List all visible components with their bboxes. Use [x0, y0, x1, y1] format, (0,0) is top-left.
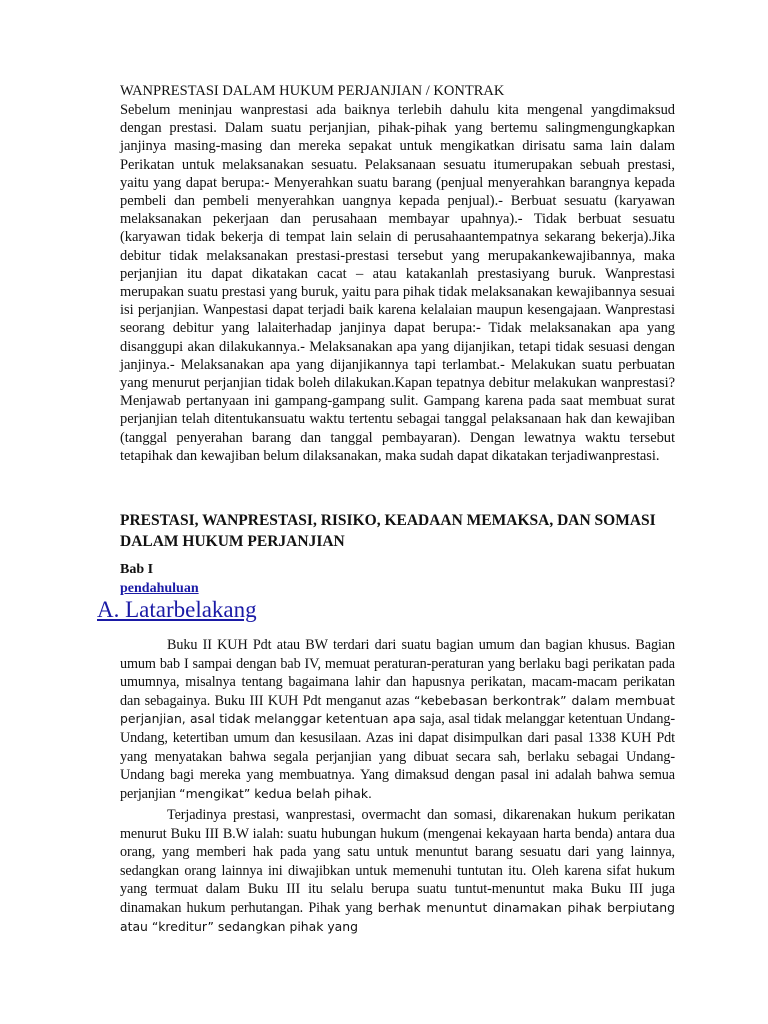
- document-heading: WANPRESTASI DALAM HUKUM PERJANJIAN / KONTRAK: [120, 83, 505, 99]
- body-paragraph-2: [120, 806, 675, 936]
- body-paragraph-1: [120, 636, 675, 803]
- paragraph-text: saja, asal tidak melanggar ketentuan Undang-Undang, ketertiban umum dan kesusilaan. Azas ini dapat disimpulkan dari pasal 1338 KUH Pdt yang menyatakan bahwa segala perjanjian yang dibuat secara sah, berlaku sebagai Undang-Undang bagi mereka yang membuatnya. Yang dimaksud dengan pasal ini adalah bahwa semua perjanjian: [120, 711, 675, 802]
- paragraph-text-sans: “kebebasan berkontrak” dalam membuat perjanjian, asal tidak melanggar ketentuan apa: [120, 692, 675, 727]
- paragraph-text: Terjadinya prestasi, wanprestasi, overmacht dan somasi, dikarenakan hukum perikatan menurut Buku III B.W ialah: suatu hubungan hukum (mengenai kekayaan harta benda) antara dua orang, yang memberi hak pada yang satu untuk menuntut barang sesuatu dari yang lainnya, sedangkan orang lainnya ini diwajibkan untuk memenuhi tuntutan itu. Oleh karena sifat hukum yang termuat dalam Buku III itu selalu berupa suatu tuntut-menuntut maka Buku III juga dinamakan hukum perhutangan. Pihak yang: [120, 807, 675, 916]
- paragraph-text: Buku II KUH Pdt atau BW terdari dari suatu bagian umum dan bagian khusus. Bagian umum bab I sampai dengan bab IV, memuat peraturan-peraturan yang berlaku bagi perikatan pada umumnya, misalnya tentang bagaimana lahir dan hapusnya perikatan, macam-macam perikatan dan sebagainya. Buku III KUH Pdt menganut azas: [120, 637, 675, 709]
- subsection-title[interactable]: A. Latarbelakang: [97, 597, 257, 622]
- section-title: PRESTASI, WANPRESTASI, RISIKO, KEADAAN MEMAKSA, DAN SOMASI DALAM HUKUM PERJANJIAN: [120, 512, 656, 550]
- chapter-link[interactable]: pendahuluan: [120, 581, 199, 596]
- paragraph-text-sans: berhak menuntut dinamakan pihak berpiutang atau “kreditur” sedangkan pihak yang: [120, 899, 676, 934]
- paragraph-text-sans: “mengikat” kedua belah pihak.: [179, 785, 373, 801]
- chapter-label: Bab I: [120, 562, 154, 577]
- intro-paragraph: Sebelum meninjau wanprestasi ada baiknya terlebih dahulu kita mengenal yangdimaksud dengan prestasi. Dalam suatu perjanjian, pihak-pihak yang bertemu salingmengungkapkan janjinya masing-masing dan mereka sepakat untuk mengikatkan dirisatu sama lain dalam Perikatan untuk melaksanakan sesuatu. Pelaksanaan sesuatu itumerupakan sebuah prestasi, yaitu yang dapat berupa:- Menyerahkan suatu barang (penjual menyerahkan barangnya kepada pembeli dan pembeli menyerahkan uangnya kepada penjual).- Berbuat sesuatu (karyawan melaksanakan pekerjaan dan perusahaan membayar upahnya).- Tidak berbuat sesuatu (karyawan tidak bekerja di tempat lain selain di perusahaantempatnya sekarang bekerja).Jika debitur tidak melaksanakan prestasi-prestasi tersebut yang merupakankewajibannya, maka perjanjian itu dapat dikatakan cacat – atau katakanlah prestasiyang buruk. Wanprestasi merupakan suatu prestasi yang buruk, yaitu para pihak tidak melaksanakan kewajibannya sesuai isi perjanjian. Wanpestasi dapat terjadi baik karena kelalaian maupun kesengajaan. Wanprestasi seorang debitur yang lalaiterhadap janjinya dapat berupa:- Tidak melaksanakan apa yang disanggupi akan dilakukannya.- Melaksanakan apa yang dijanjikan, tetapi tidak sesuasi dengan janjinya.- Melaksanakan apa yang dijanjikannya tapi terlambat.- Melakukan suatu perbuatan yang menurut perjanjian tidak boleh dilakukan.Kapan tepatnya debitur melakukan wanprestasi? Menjawab pertanyaan ini gampang-gampang sulit. Gampang karena pada saat membuat surat perjanjian telah ditentukansuatu waktu tertentu sebagai tanggal pelaksanaan hak dan kewajiban (tanggal penyerahan barang dan tanggal pembayaran). Dengan lewatnya waktu tersebut tetapihak dan kewajiban belum dilaksanakan, maka sudah dapat dikatakan terjadiwanprestasi.: [120, 102, 675, 464]
